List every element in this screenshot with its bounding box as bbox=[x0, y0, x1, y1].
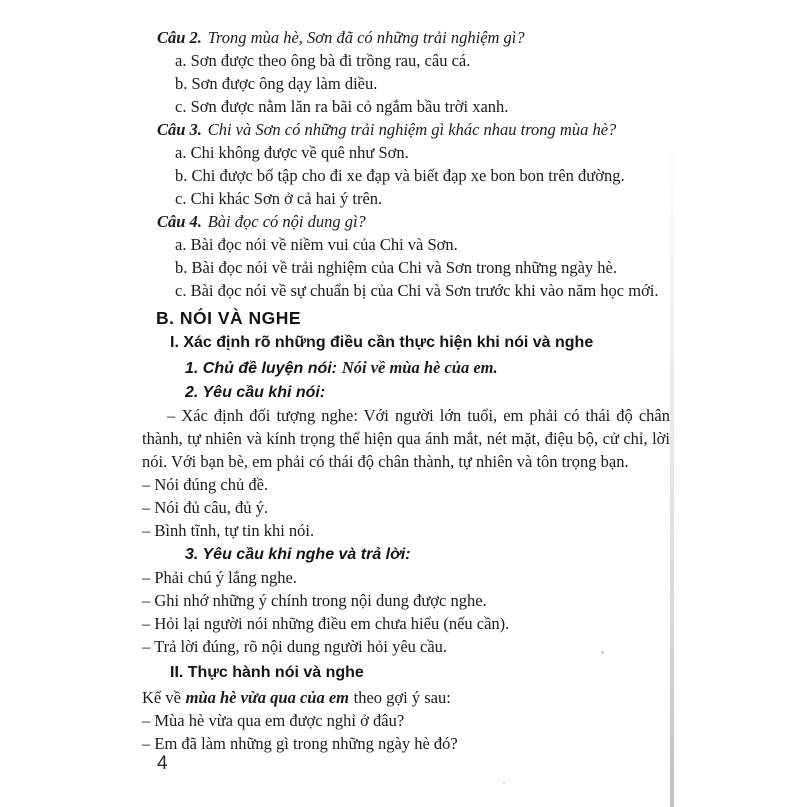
listen-rule-item: – Ghi nhớ những ý chính trong nội dung được nghe. bbox=[142, 591, 487, 610]
page-content bbox=[142, 26, 676, 755]
listen-requirements-heading bbox=[185, 542, 676, 566]
part-i-title: I. Xác định rõ những điều cần thực hiện khi nói và nghe bbox=[170, 334, 594, 351]
listen-rule-item: – Phải chú ý lắng nghe. bbox=[142, 568, 297, 587]
practice-prompt: – Em đã làm những gì trong những ngày hè đó? bbox=[142, 734, 458, 753]
topic-line bbox=[185, 356, 676, 380]
answer-option: b. Chi được bố tập cho đi xe đạp và biết đạp xe bon bon trên đường. bbox=[175, 166, 625, 185]
topic-text: Nói về mùa hè của em. bbox=[341, 358, 498, 377]
section-b-title: B. NÓI VÀ NGHE bbox=[156, 308, 302, 328]
listen-rule-item: – Trả lời đúng, rõ nội dung người hỏi yêu cầu. bbox=[142, 637, 448, 656]
page-number: 4 bbox=[157, 753, 168, 774]
listen-rule-item: – Hỏi lại người nói những điều em chưa hiểu (nếu cần). bbox=[142, 614, 510, 633]
answer-option: a. Sơn được theo ông bà đi trồng rau, câu cá. bbox=[175, 51, 471, 70]
answer-option: a. Chi không được về quê như Sơn. bbox=[175, 143, 409, 162]
answer-option: c. Sơn được nằm lăn ra bãi cỏ ngắm bầu trời xanh. bbox=[175, 97, 509, 116]
speak-requirements-label: 2. Yêu cầu khi nói: bbox=[185, 384, 326, 401]
practice-intro-post: theo gợi ý sau: bbox=[353, 688, 451, 707]
question-number: Câu 4. bbox=[157, 212, 202, 231]
scan-speckle bbox=[503, 781, 505, 784]
answer-option: a. Bài đọc nói về niềm vui của Chi và Sơn. bbox=[175, 235, 458, 254]
question-heading bbox=[157, 26, 676, 49]
question-text: Chi và Sơn có những trải nghiệm gì khác nhau trong mùa hè? bbox=[207, 120, 617, 139]
scan-speckle bbox=[601, 651, 604, 654]
answer-option: b. Sơn được ông dạy làm diều. bbox=[175, 74, 378, 93]
question-heading bbox=[157, 210, 676, 233]
part-ii-title: II. Thực hành nói và nghe bbox=[170, 664, 364, 681]
answer-option: b. Bài đọc nói về trải nghiệm của Chi và Sơn trong những ngày hè. bbox=[175, 258, 618, 277]
page-fold-line bbox=[670, 130, 674, 807]
practice-intro-pre: Kể về bbox=[142, 688, 181, 707]
speak-requirements-heading bbox=[185, 380, 676, 404]
answer-option: c. Chi khác Sơn ở cả hai ý trên. bbox=[175, 189, 383, 208]
answer-option: c. Bài đọc nói về sự chuẩn bị của Chi và Sơn trước khi vào năm học mới. bbox=[175, 281, 659, 300]
topic-label: 1. Chủ đề luyện nói: bbox=[185, 360, 338, 377]
speak-rule-item: – Nói đúng chủ đề. bbox=[142, 475, 269, 494]
question-number: Câu 3. bbox=[157, 120, 202, 139]
question-text: Bài đọc có nội dung gì? bbox=[207, 212, 366, 231]
practice-intro bbox=[142, 686, 676, 709]
speak-rule-item: – Nói đủ câu, đủ ý. bbox=[142, 498, 269, 517]
question-heading bbox=[157, 118, 676, 141]
speak-rule-item: – Bình tĩnh, tự tin khi nói. bbox=[142, 521, 315, 540]
audience-paragraph: – Xác định đối tượng nghe: Với người lớn tuổi, em phải có thái độ chân thành, tự nhiên và kính trọng thể hiện qua ánh mắt, nét mặt, điệu bộ, cử chỉ, lời nói. Với bạn bè, em phải có thái độ chân thành, tự nhiên và tôn trọng bạn. bbox=[142, 406, 670, 471]
question-number: Câu 2. bbox=[157, 28, 202, 47]
practice-intro-emphasis: mùa hè vừa qua của em bbox=[185, 688, 349, 707]
question-text: Trong mùa hè, Sơn đã có những trải nghiệm gì? bbox=[207, 28, 525, 47]
practice-prompt: – Mùa hè vừa qua em được nghỉ ở đâu? bbox=[142, 711, 405, 730]
listen-requirements-label: 3. Yêu cầu khi nghe và trả lời: bbox=[185, 546, 411, 563]
